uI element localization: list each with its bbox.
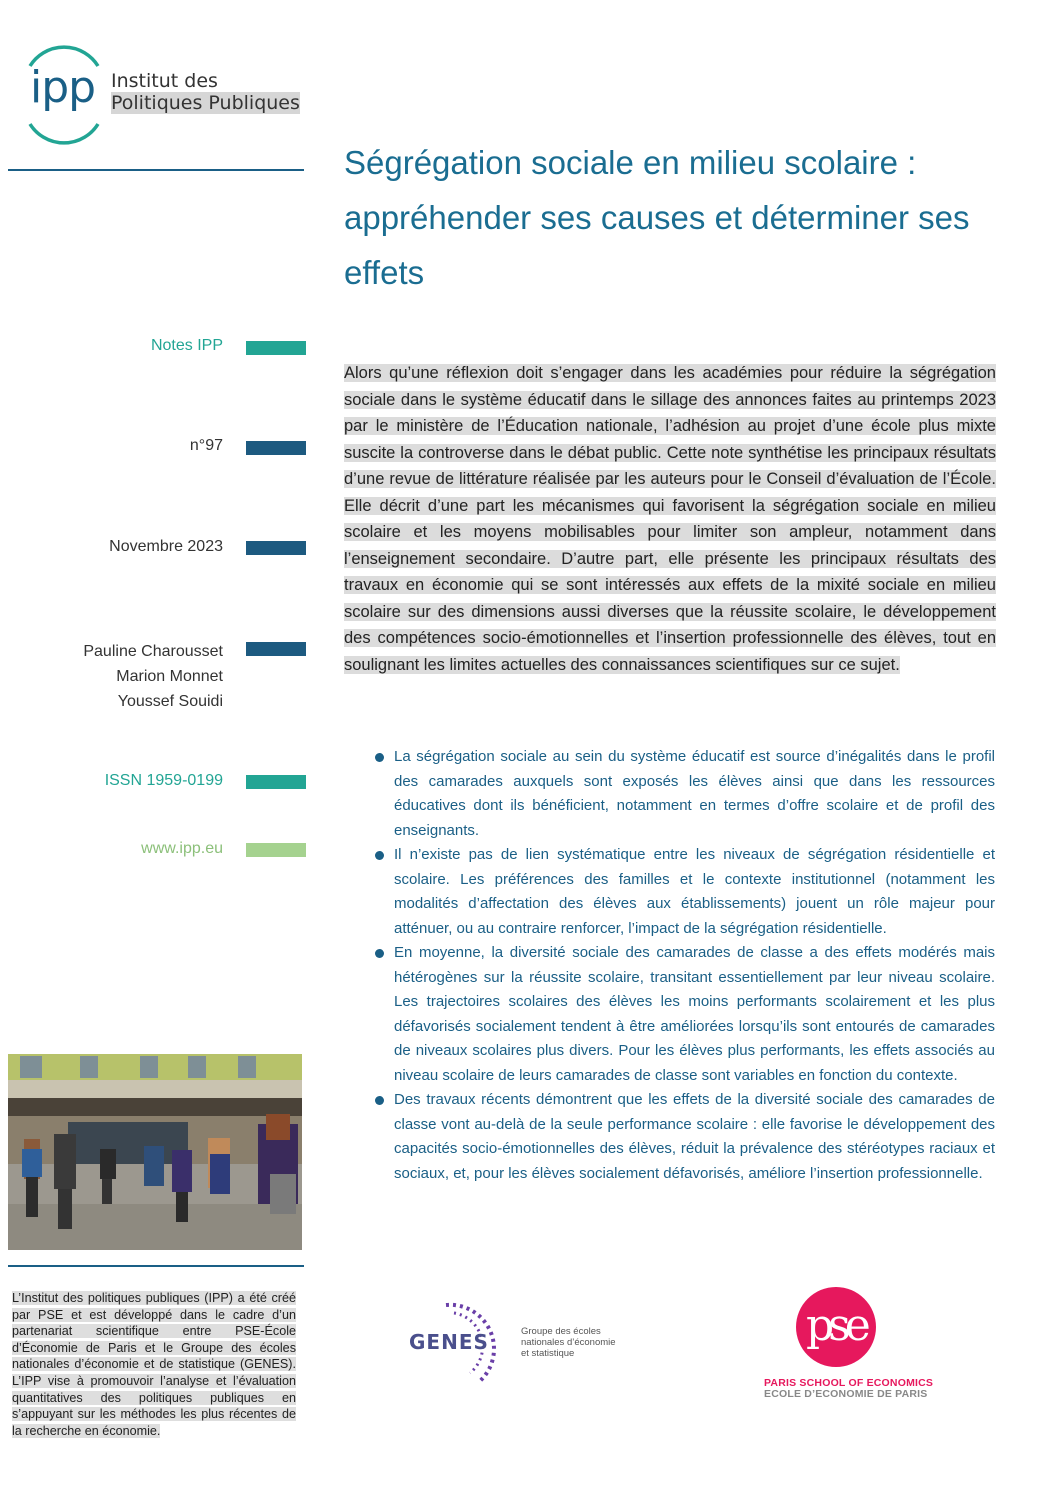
logo-name-line2: Politiques Publiques — [111, 92, 300, 114]
key-point-text: Des travaux récents démontrent que les effets de la diversité sociale des camarades de classe vont au-delà de la seule performance scolaire : elle favorise le développement des capacités socio-émotionnelles des élèves, réduit la prévalence des stéréotypes raciaux et sociaux, et, pour les élèves socialement défavorisés, améliore l’insertion professionnelle. — [394, 1091, 995, 1182]
abstract-text: Alors qu’une réflexion doit s’engager dans les académies pour réduire la ségrégation sociale dans le système éducatif dans le sillage des annonces faites au printemps 2023 par le ministère de l’Éducation nationale, l’adhésion au projet d’une école plus mixte suscite la controverse dans le débat public. Cette note synthétise les principaux résultats d’une revue de littérature réalisée par les auteurs pour le Conseil d’évaluation de l’École. Elle décrit d’une part les mécanismes qui favorisent la ségrégation sociale en milieu scolaire et les moyens mobilisables pour limiter son ampleur, notamment dans l’enseignement secondaire. D’autre part, elle présente les principaux résultats des travaux en économie qui se sont intéressés aux effets de la mixité sociale en milieu scolaire sur des dimensions aussi diverses que la réussite scolaire, le développement des compétences socio-émotionnelles et l’insertion professionnelle des élèves, tout en soulignant les limites actuelles des connaissances scientifiques sur ce sujet. — [344, 364, 996, 674]
pse-name-fr: ECOLE D’ECONOMIE DE PARIS — [764, 1388, 928, 1400]
key-point — [375, 1088, 995, 1186]
about-ipp — [12, 1290, 296, 1439]
logo-name-line1: Institut des — [111, 70, 218, 92]
key-point — [375, 843, 995, 941]
key-point — [375, 941, 995, 1088]
bullet-icon — [375, 753, 384, 762]
authors-list — [83, 639, 223, 714]
authors-bar — [246, 642, 306, 656]
issue-number: n°97 — [189, 437, 223, 454]
genes-tagline-2: nationales d’économie — [521, 1337, 616, 1348]
date-bar — [246, 541, 306, 555]
key-point-text: En moyenne, la diversité sociale des camarades de classe a des effets modérés mais hétérogènes sur la réussite scolaire, transitant essentiellement par leur niveau scolaire. Les trajectoires scolaires des élèves les moins performants scolairement et les plus défavorisés socialement tendent à être améliorées lorsqu’ils sont entourés de camarades de niveaux scolaires plus divers. Pour les élèves plus performants, les effets associés au niveau scolaire de leurs camarades de classe sont variables en fonction du contexte. — [394, 944, 995, 1084]
publication-date: Novembre 2023 — [109, 538, 223, 555]
series-bar — [246, 341, 306, 355]
key-point — [375, 745, 995, 843]
issue-bar — [246, 441, 306, 455]
bullet-icon — [375, 1096, 384, 1105]
logo-name — [111, 70, 300, 114]
issn: ISSN 1959-0199 — [104, 772, 223, 789]
issn-bar — [246, 775, 306, 789]
author-2: Marion Monnet — [116, 668, 223, 685]
about-text: L’Institut des politiques publiques (IPP) a été créé par PSE et est développé dans le cadre d’un partenariat scientifique entre PSE-École d’Économie de Paris et le Groupe des écoles nationales d’économie et de statistique (GENES). L’IPP vise à promouvoir l’analyse et l’évaluation quantitatives des politiques publiques en s’appuyant sur les méthodes les plus récentes de la recherche en économie. — [12, 1291, 296, 1438]
page-title: Ségrégation sociale en milieu scolaire : appréhender ses causes et déterminer ses effets — [344, 144, 970, 291]
bottom-divider — [8, 1265, 304, 1267]
genes-tagline-1: Groupe des écoles — [521, 1326, 601, 1337]
pse-name-en: PARIS SCHOOL OF ECONOMICS — [764, 1377, 934, 1389]
school-photo — [8, 1054, 302, 1250]
pse-logo-letters: pse — [806, 1300, 865, 1351]
genes-tagline — [521, 1326, 621, 1359]
bullet-icon — [375, 949, 384, 958]
website-bar — [246, 843, 306, 857]
website-link[interactable]: www.ipp.eu — [141, 840, 223, 857]
abstract — [344, 360, 996, 678]
top-divider — [8, 169, 304, 171]
key-points-list — [375, 745, 995, 1186]
author-1: Pauline Charousset — [83, 643, 223, 660]
logo-mark: ipp — [30, 62, 96, 113]
bullet-icon — [375, 851, 384, 860]
series-label: Notes IPP — [150, 337, 223, 354]
author-3: Youssef Souidi — [117, 693, 223, 710]
genes-tagline-3: et statistique — [521, 1348, 575, 1359]
genes-logo-text: GENES — [409, 1330, 489, 1354]
key-point-text: La ségrégation sociale au sein du système éducatif est source d’inégalités dans le profil des camarades auxquels sont exposés les élèves ainsi que dans les ressources éducatives dont ils bénéficient, notamment en termes d’offre scolaire et de profil des enseignants. — [394, 748, 995, 839]
key-point-text: Il n’existe pas de lien systématique entre les niveaux de ségrégation résidentielle et scolaire. Les préférences des familles et le contexte institutionnel (notamment les modalités d’affectation des élèves aux établissements) jouent un rôle majeur pour atténuer, ou au contraire renforcer, l’impact de la ségrégation résidentielle. — [394, 846, 995, 937]
